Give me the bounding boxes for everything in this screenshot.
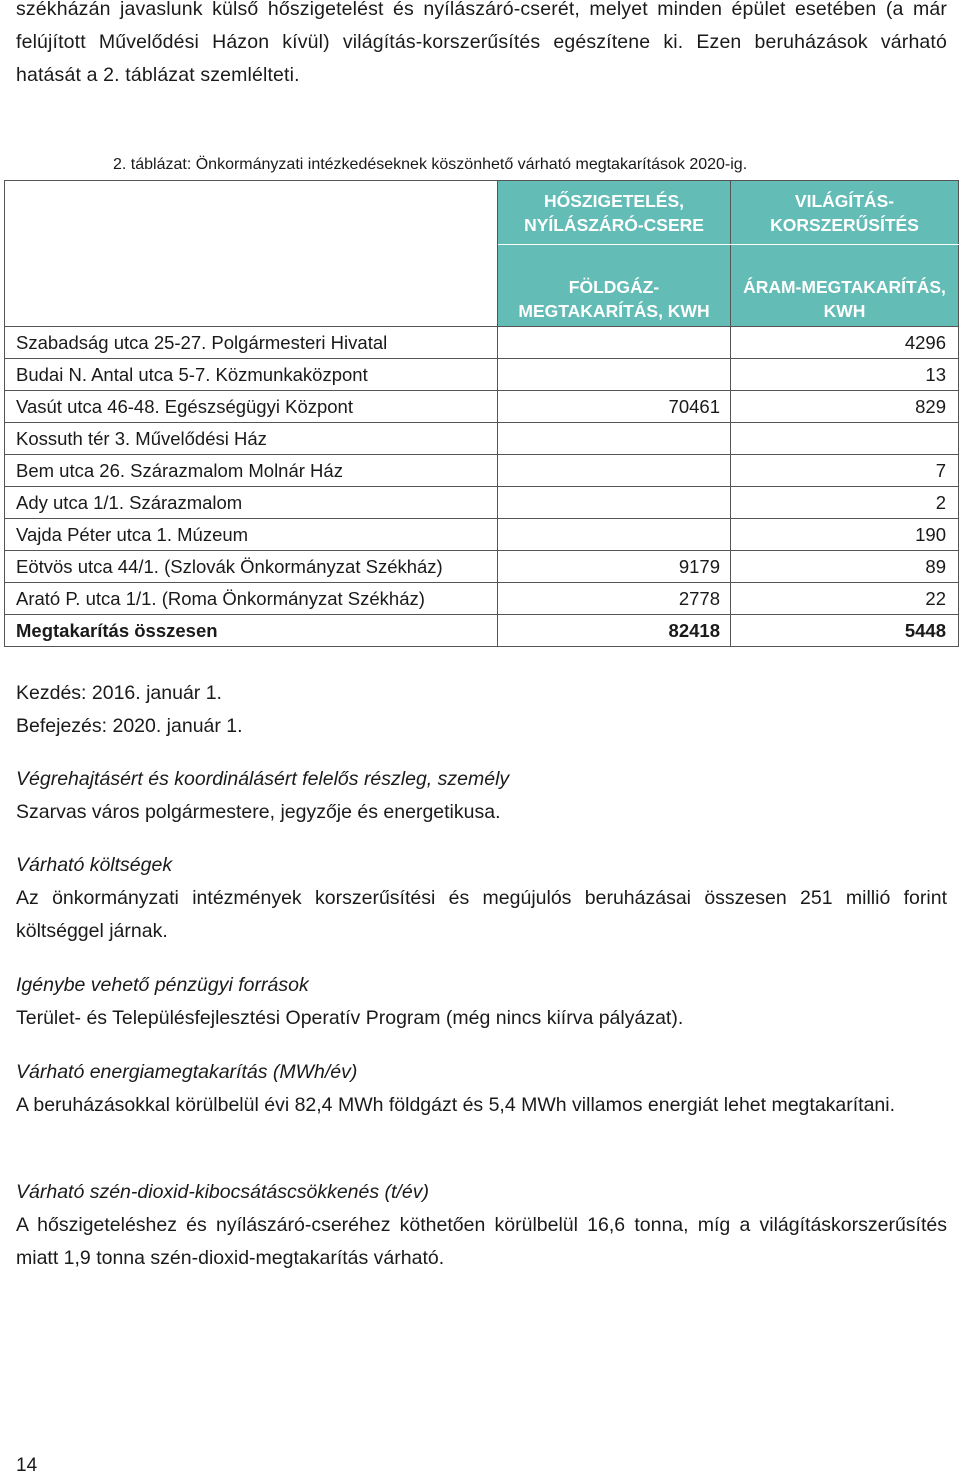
table-row (5, 359, 959, 391)
table-row (5, 519, 959, 551)
section-text: Az önkormányzati intézmények korszerűsítési és megújulós beruházásai összesen 251 millió forint költséggel járnak. (16, 887, 947, 942)
row-gas-value (498, 519, 731, 551)
row-gas-value (498, 327, 731, 359)
section-costs (16, 849, 947, 948)
table-row (5, 327, 959, 359)
row-power-value: 89 (731, 551, 959, 583)
section-heading: Várható szén-dioxid-kibocsátáscsökkenés (t/év) (16, 1181, 429, 1203)
total-gas: 82418 (498, 615, 731, 647)
row-gas-value: 9179 (498, 551, 731, 583)
row-name: Budai N. Antal utca 5-7. Közmunkaközpont (5, 359, 498, 391)
section-text: A beruházásokkal körülbelül évi 82,4 MWh földgázt és 5,4 MWh villamos energiát lehet megtakarítani. (16, 1094, 896, 1116)
section-heading: Várható költségek (16, 854, 173, 876)
col1-subheader: FÖLDGÁZ-MEGTAKARÍTÁS, KWH (498, 245, 731, 327)
page-number: 14 (16, 1455, 38, 1476)
row-name: Ady utca 1/1. Szárazmalom (5, 487, 498, 519)
section-heading: Végrehajtásért és koordinálásért felelős részleg, személy (16, 768, 510, 790)
intro-paragraph: székházán javaslunk külső hőszigetelést és nyílászáró-cserét, melyet minden épület esetében (a már felújított Művelődési Házon kívül) világítás-korszerűsítés egészítene ki. Ezen beruházások várható hatását a 2. táblázat szemlélteti. (16, 0, 947, 86)
row-name: Arató P. utca 1/1. (Roma Önkormányzat Székház) (5, 583, 498, 615)
table-header-row (5, 181, 959, 245)
section-funding (16, 969, 947, 1035)
row-name: Kossuth tér 3. Művelődési Ház (5, 423, 498, 455)
section-text: A hőszigeteléshez és nyílászáró-cseréhez köthetően körülbelül 16,6 tonna, míg a világításkorszerűsítés miatt 1,9 tonna szén-dioxid-megtakarítás várható. (16, 1214, 947, 1269)
section-heading: Várható energiamegtakarítás (MWh/év) (16, 1061, 358, 1083)
row-power-value: 4296 (731, 327, 959, 359)
section-co2-reduction (16, 1176, 947, 1275)
end-date: Befejezés: 2020. január 1. (16, 715, 243, 737)
row-gas-value (498, 359, 731, 391)
header-blank-cell (5, 181, 498, 327)
col2-subheader: ÁRAM-MEGTAKARÍTÁS, KWH (731, 245, 959, 327)
section-energy-savings (16, 1056, 947, 1122)
row-power-value: 2 (731, 487, 959, 519)
savings-table (4, 180, 959, 647)
row-gas-value: 70461 (498, 391, 731, 423)
section-responsible (16, 763, 947, 829)
table-row (5, 487, 959, 519)
row-power-value: 190 (731, 519, 959, 551)
row-gas-value (498, 423, 731, 455)
row-name: Bem utca 26. Szárazmalom Molnár Ház (5, 455, 498, 487)
table-caption: 2. táblázat: Önkormányzati intézkedéseknek köszönhető várható megtakarítások 2020-ig. (113, 156, 748, 173)
row-power-value: 829 (731, 391, 959, 423)
table-row (5, 391, 959, 423)
col2-header: VILÁGÍTÁS-KORSZERŰSÍTÉS (731, 181, 959, 245)
row-name: Vajda Péter utca 1. Múzeum (5, 519, 498, 551)
row-power-value: 13 (731, 359, 959, 391)
total-label: Megtakarítás összesen (5, 615, 498, 647)
row-name: Eötvös utca 44/1. (Szlovák Önkormányzat Székház) (5, 551, 498, 583)
table-row (5, 551, 959, 583)
table-row (5, 455, 959, 487)
row-name: Szabadság utca 25-27. Polgármesteri Hivatal (5, 327, 498, 359)
row-gas-value: 2778 (498, 583, 731, 615)
total-row (5, 615, 959, 647)
section-text: Szarvas város polgármestere, jegyzője és energetikusa. (16, 801, 501, 823)
table-row (5, 583, 959, 615)
section-text: Terület- és Településfejlesztési Operatív Program (még nincs kiírva pályázat). (16, 1007, 684, 1029)
row-power-value: 7 (731, 455, 959, 487)
start-date: Kezdés: 2016. január 1. (16, 682, 222, 704)
row-gas-value (498, 487, 731, 519)
row-gas-value (498, 455, 731, 487)
col1-header: HŐSZIGETELÉS, NYÍLÁSZÁRÓ-CSERE (498, 181, 731, 245)
row-power-value: 22 (731, 583, 959, 615)
section-heading: Igénybe vehető pénzügyi források (16, 974, 309, 996)
total-power: 5448 (731, 615, 959, 647)
row-power-value (731, 423, 959, 455)
table-row (5, 423, 959, 455)
row-name: Vasút utca 46-48. Egészségügyi Központ (5, 391, 498, 423)
